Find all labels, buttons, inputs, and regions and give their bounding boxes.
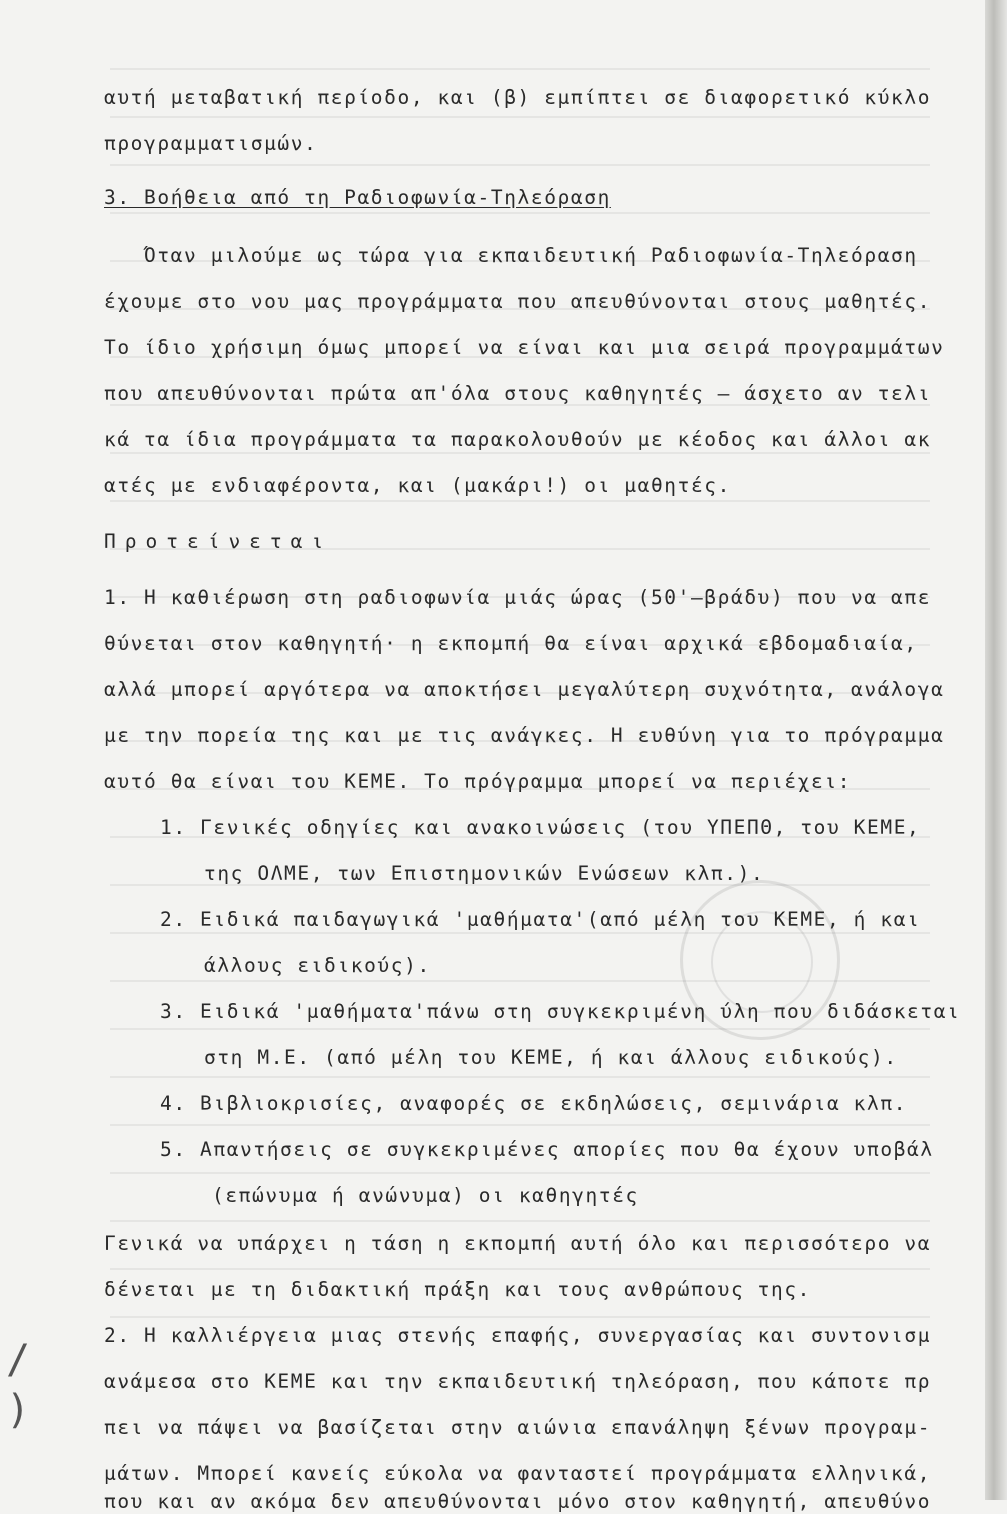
text-line: που απευθύνονται πρώτα απ'όλα στους καθηγητές — άσχετο αν τελι: [104, 382, 932, 405]
margin-pencil-mark: ): [6, 1387, 31, 1433]
list-item: 1. Γενικές οδηγίες και ανακοινώσεις (του ΥΠΕΠΘ, του ΚΕΜΕ,: [160, 816, 921, 839]
text-line: Όταν μιλούμε ως τώρα για εκπαιδευτική Ραδιοφωνία-Τηλεόραση: [144, 244, 918, 267]
text-line: μάτων. Μπορεί κανείς εύκολα να φανταστεί προγράμματα ελληνικά,: [104, 1462, 932, 1485]
list-item: 3. Ειδικά 'μαθήματα'πάνω στη συγκεκριμένη ύλη που διδάσκεται: [160, 1000, 961, 1023]
text-line: προγραμματισμών.: [104, 132, 318, 155]
text-line: έχουμε στο νου μας προγράμματα που απευθύνονται στους μαθητές.: [104, 290, 932, 313]
text-line: αυτό θα είναι του ΚΕΜΕ. Το πρόγραμμα μπορεί να περιέχει:: [104, 770, 852, 793]
text-line: 2. Η καλλιέργεια μιας στενής επαφής, συνεργασίας και συντονισμ: [104, 1324, 932, 1347]
page-edge: [985, 0, 1007, 1500]
text-line: δένεται με τη διδακτική πράξη και τους ανθρώπους της.: [104, 1278, 812, 1301]
list-item-continuation: της ΟΛΜΕ, των Επιστημονικών Ενώσεων κλπ.).: [204, 862, 765, 885]
text-line: αλλά μπορεί αργότερα να αποκτήσει μεγαλύτερη συχνότητα, ανάλογα: [104, 678, 945, 701]
text-line: κά τα ίδια προγράμματα τα παρακολουθούν με κέοδος και άλλοι ακ: [104, 428, 932, 451]
text-line: θύνεται στον καθηγητή· η εκπομπή θα είναι αρχικά εβδομαδιαία,: [104, 632, 918, 655]
section-heading: 3. Βοήθεια από τη Ραδιοφωνία-Τηλεόραση: [104, 186, 611, 209]
list-item: 5. Απαντήσεις σε συγκεκριμένες απορίες που θα έχουν υποβάλ: [160, 1138, 934, 1161]
list-item: 2. Ειδικά παιδαγωγικά 'μαθήματα'(από μέλη του ΚΕΜΕ, ή και: [160, 908, 921, 931]
list-item-continuation: στη Μ.Ε. (από μέλη του ΚΕΜΕ, ή και άλλους ειδικούς).: [204, 1046, 898, 1069]
list-item: 4. Βιβλιοκρισίες, αναφορές σε εκδηλώσεις, σεμινάρια κλπ.: [160, 1092, 908, 1115]
text-line: που και αν ακόμα δεν απευθύνονται μόνο στον καθηγητή, απευθύνο: [104, 1490, 932, 1513]
proposal-heading: Προτείνεται: [104, 530, 333, 553]
text-line: ατές με ενδιαφέροντα, και (μακάρι!) οι μαθητές.: [104, 474, 731, 497]
list-item-continuation: (επώνυμα ή ανώνυμα) οι καθηγητές: [212, 1184, 639, 1207]
text-line: πει να πάψει να βασίζεται στην αιώνια επανάληψη ξένων προγραμ-: [104, 1416, 932, 1439]
text-line: ανάμεσα στο ΚΕΜΕ και την εκπαιδευτική τηλεόραση, που κάποτε πρ: [104, 1370, 932, 1393]
text-line: Γενικά να υπάρχει η τάση η εκπομπή αυτή όλο και περισσότερο να: [104, 1232, 932, 1255]
text-line: Το ίδιο χρήσιμη όμως μπορεί να είναι και μια σειρά προγραμμάτων: [104, 336, 945, 359]
list-item-continuation: άλλους ειδικούς).: [204, 954, 431, 977]
text-line: με την πορεία της και με τις ανάγκες. Η ευθύνη για το πρόγραμμα: [104, 724, 945, 747]
margin-pencil-mark: /: [6, 1337, 31, 1383]
text-line: 1. Η καθιέρωση στη ραδιοφωνία μιάς ώρας (50'—βράδυ) που να απε: [104, 586, 932, 609]
text-line: αυτή μεταβατική περίοδο, και (β) εμπίπτει σε διαφορετικό κύκλο: [104, 86, 932, 109]
